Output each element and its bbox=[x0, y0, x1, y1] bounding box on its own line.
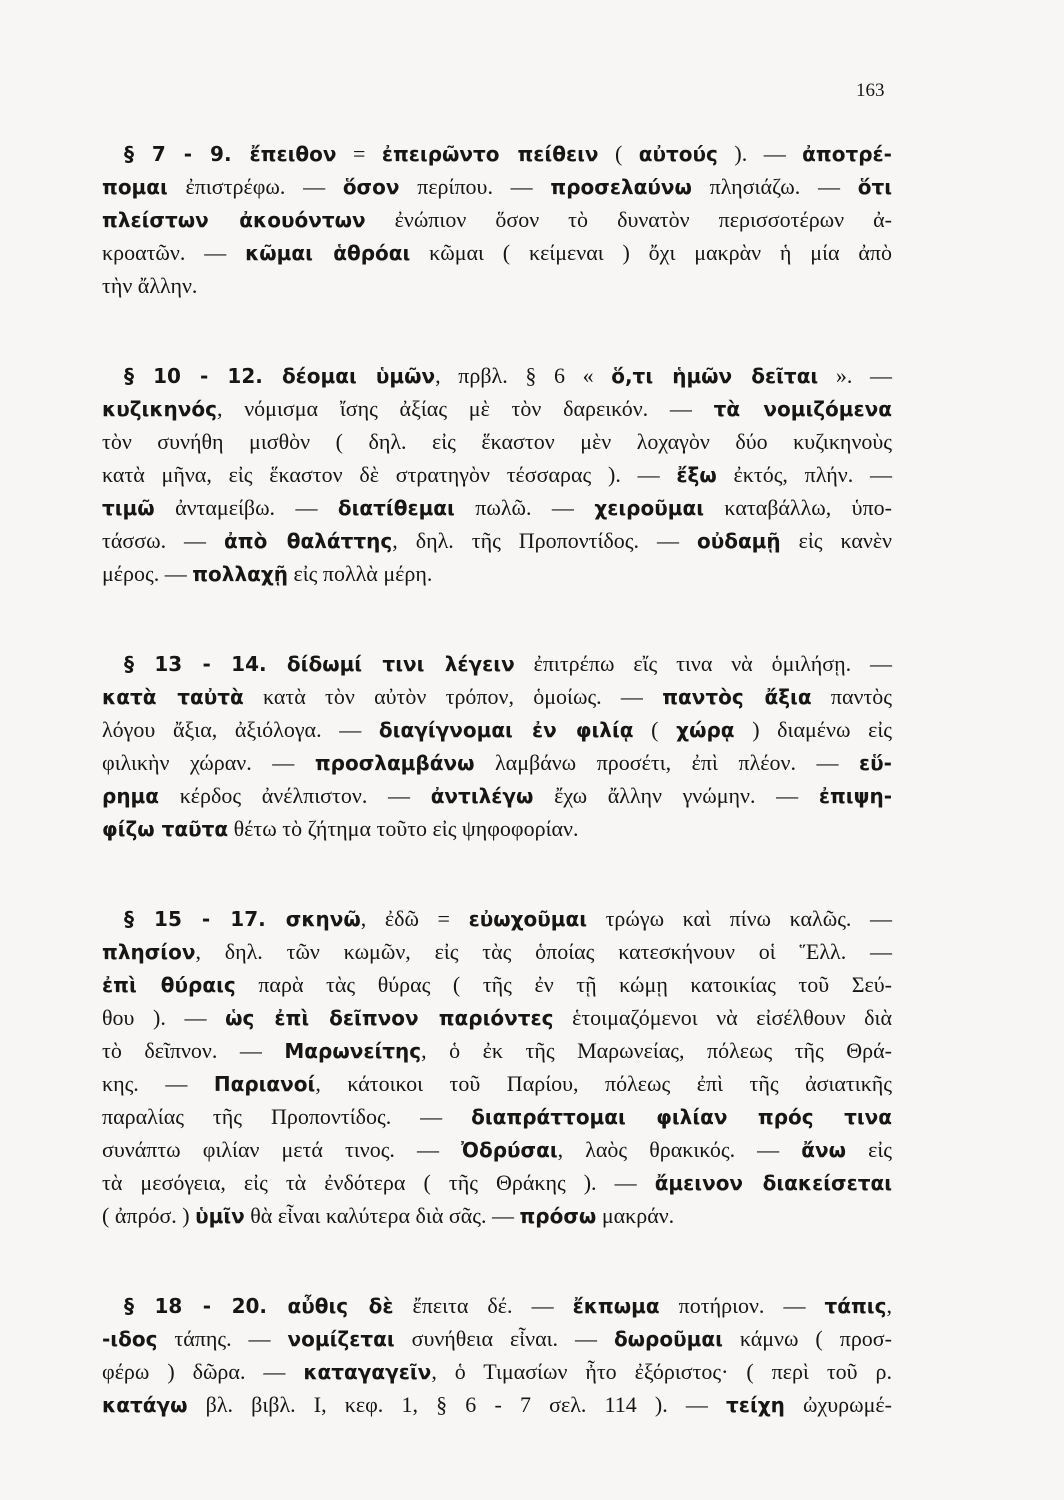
gloss-text: ἐνώπιον ὅσον τὸ δυνατὸν περισσοτέρων ἀ- bbox=[365, 207, 892, 232]
gloss-text: ἀνταμείβω. — bbox=[154, 495, 338, 520]
text-line bbox=[124, 360, 892, 392]
gloss-text: τάσσω. — bbox=[102, 528, 225, 553]
bold-term: κῶμαι ἁθρόαι bbox=[245, 241, 411, 265]
bold-term: ἀπὸ θαλάττης bbox=[224, 529, 393, 553]
gloss-text: , νόμισμα ἴσης ἀξίας μὲ τὸν δαρεικόν. — bbox=[217, 396, 714, 421]
gloss-text: τὰ μεσόγεια, εἰς τὰ ἐνδότερα ( τῆς Θράκης ). — bbox=[102, 1170, 655, 1195]
bold-term: πολλαχῇ bbox=[192, 562, 288, 586]
bold-term: τὰ νομιζόμενα bbox=[713, 397, 893, 421]
bold-term: ἀποτρέ- bbox=[802, 142, 892, 166]
text-line bbox=[102, 171, 892, 203]
text-line bbox=[102, 1389, 892, 1421]
text-line bbox=[102, 681, 892, 713]
text-line bbox=[102, 1134, 892, 1166]
gloss-text: συνάπτω φιλίαν μετά τινος. — bbox=[102, 1137, 462, 1162]
gloss-text: = bbox=[336, 141, 382, 166]
gloss-text: κῶμαι ( κείμεναι ) ὄχι μακρὰν ἡ μία ἀπὸ bbox=[410, 240, 892, 265]
gloss-text: λαμβάνω προσέτι, ἐπὶ πλέον. — bbox=[474, 750, 860, 775]
gloss-text: ὠχυρωμέ- bbox=[784, 1392, 892, 1417]
bold-term: προσελαύνω bbox=[550, 175, 692, 199]
text-line bbox=[124, 138, 892, 170]
text-line bbox=[102, 204, 892, 236]
bold-term: διαπράττομαι φιλίαν πρός τινα bbox=[471, 1105, 892, 1129]
gloss-text: ( bbox=[598, 141, 639, 166]
gloss-text: παντὸς bbox=[811, 684, 893, 709]
text-line bbox=[124, 1290, 892, 1322]
gloss-text: , δηλ. τῆς Προποντίδος. — bbox=[392, 528, 697, 553]
bold-term: ἄμεινον διακείσεται bbox=[654, 1171, 892, 1195]
bold-term: ὡς ἐπὶ δεῖπνον παριόντες bbox=[225, 1006, 554, 1030]
text-line bbox=[102, 558, 892, 590]
bold-term: -ιδος bbox=[102, 1327, 158, 1351]
text-line bbox=[102, 936, 892, 968]
gloss-text: φέρω ) δῶρα. — bbox=[102, 1359, 304, 1384]
gloss-text: θου ). — bbox=[102, 1005, 226, 1030]
bold-term: δωροῦμαι bbox=[613, 1327, 723, 1351]
gloss-text: συνήθεια εἶναι. — bbox=[394, 1326, 614, 1351]
bold-term: δίδωμί τινι λέγειν bbox=[286, 652, 515, 676]
text-line bbox=[102, 813, 892, 845]
gloss-text: , ὁ ἐκ τῆς Μαρωνείας, πόλεως τῆς Θρά- bbox=[421, 1038, 892, 1063]
gloss-text: , ἐδῶ = bbox=[360, 906, 469, 931]
bold-term: § 13 - 14. bbox=[124, 652, 287, 676]
text-line bbox=[102, 393, 892, 425]
bold-term: φίζω ταῦτα bbox=[102, 817, 229, 841]
gloss-text: ἐπιστρέφω. — bbox=[167, 174, 343, 199]
bold-term: ἔπειθον bbox=[249, 142, 337, 166]
gloss-text: ( bbox=[633, 717, 677, 742]
gloss-text: κης. — bbox=[102, 1071, 214, 1096]
text-line bbox=[102, 1035, 892, 1067]
bold-term: διατίθεμαι bbox=[337, 496, 455, 520]
gloss-text: τὸ δεῖπνον. — bbox=[102, 1038, 285, 1063]
gloss-text: καταβάλλω, ὑπο- bbox=[704, 495, 892, 520]
gloss-text: τρώγω καὶ πίνω καλῶς. — bbox=[586, 906, 892, 931]
bold-term: πρόσω bbox=[519, 1204, 597, 1228]
bold-term: εὕ- bbox=[859, 751, 892, 775]
gloss-text: φιλικὴν χώραν. — bbox=[102, 750, 315, 775]
text-line bbox=[102, 237, 892, 269]
gloss-text: κατὰ τὸν αὐτὸν τρόπον, ὁμοίως. — bbox=[243, 684, 663, 709]
gloss-text: ἔχω ἄλλην γνώμην. — bbox=[533, 783, 819, 808]
gloss-text: , λαὸς θρακικός. — bbox=[557, 1137, 802, 1162]
gloss-text: πωλῶ. — bbox=[454, 495, 595, 520]
gloss-text: , κάτοικοι τοῦ Παρίου, πόλεως ἐπὶ τῆς ἀσιατικῆς bbox=[315, 1071, 892, 1096]
bold-term: κυζικηνός bbox=[102, 397, 217, 421]
gloss-text: ». — bbox=[818, 363, 892, 388]
gloss-text: ἑτοιμαζόμενοι νὰ εἰσέλθουν διὰ bbox=[553, 1005, 892, 1030]
bold-term: ἐπὶ θύραις bbox=[102, 973, 236, 997]
bold-term: ἐπειρῶντο πείθειν bbox=[381, 142, 599, 166]
text-line bbox=[124, 648, 892, 680]
gloss-text: κατὰ μῆνα, εἰς ἕκαστον δὲ στρατηγὸν τέσσαρας ). — bbox=[102, 462, 677, 487]
bold-term: τιμῶ bbox=[102, 496, 155, 520]
bold-term: ἔξω bbox=[676, 463, 717, 487]
gloss-text: , δηλ. τῶν κωμῶν, εἰς τὰς ὁποίας κατεσκήνουν οἱ Ἕλλ. — bbox=[195, 939, 892, 964]
bold-term: § 10 - 12. bbox=[124, 364, 282, 388]
gloss-text: τὸν συνήθη μισθὸν ( δηλ. εἰς ἕκαστον μὲν λοχαγὸν δύο κυζικηνοὺς bbox=[102, 429, 892, 454]
text-line bbox=[102, 1101, 892, 1133]
gloss-text: μέρος. — bbox=[102, 561, 193, 586]
bold-term: πλείστων ἀκουόντων bbox=[102, 208, 366, 232]
gloss-text: κροατῶν. — bbox=[102, 240, 246, 265]
gloss-text: θὰ εἶναι καλύτερα διὰ σᾶς. — bbox=[244, 1203, 520, 1228]
bold-term: τάπις bbox=[824, 1294, 887, 1318]
gloss-text: κέρδος ἀνέλπιστον. — bbox=[159, 783, 431, 808]
gloss-text: ἐπιτρέπω εἴς τινα νὰ ὁμιλήσῃ. — bbox=[514, 651, 892, 676]
bold-term: ὅσον bbox=[342, 175, 400, 199]
gloss-text: τάπης. — bbox=[157, 1326, 288, 1351]
gloss-text: εἰς bbox=[846, 1137, 892, 1162]
bold-term: ρημα bbox=[102, 784, 160, 808]
gloss-text: τὴν ἄλλην. bbox=[102, 273, 198, 298]
gloss-text: λόγου ἄξια, ἀξιόλογα. — bbox=[102, 717, 379, 742]
bold-term: ἐπιψη- bbox=[818, 784, 893, 808]
bold-term: ὑμῖν bbox=[195, 1204, 245, 1228]
gloss-text: βλ. βιβλ. I, κεφ. 1, § 6 - 7 σελ. 114 ). — bbox=[187, 1392, 727, 1417]
gloss-text: , bbox=[886, 1293, 892, 1318]
bold-term: πλησίον bbox=[102, 940, 196, 964]
gloss-text: παραλίας τῆς Προποντίδος. — bbox=[102, 1104, 472, 1129]
bold-term: κατὰ ταὐτὰ bbox=[102, 685, 244, 709]
gloss-text: μακράν. bbox=[596, 1203, 675, 1228]
gloss-text: περίπου. — bbox=[399, 174, 551, 199]
bold-term: § 18 - 20. bbox=[124, 1294, 288, 1318]
bold-term: διαγίγνομαι ἐν φιλίᾳ bbox=[378, 718, 634, 742]
bold-term: δέομαι ὑμῶν bbox=[281, 364, 436, 388]
bold-term: χειροῦμαι bbox=[594, 496, 704, 520]
text-line bbox=[124, 903, 892, 935]
bold-term: εὐωχοῦμαι bbox=[468, 907, 587, 931]
bold-term: παντὸς ἄξια bbox=[662, 685, 812, 709]
text-line bbox=[102, 1323, 892, 1355]
gloss-text: , πρβλ. § 6 « bbox=[435, 363, 612, 388]
bold-term: § 7 - 9. bbox=[124, 142, 250, 166]
bold-term: Ὀδρύσαι bbox=[461, 1138, 558, 1162]
bold-term: καταγαγεῖν bbox=[303, 1360, 432, 1384]
bold-term: ὅτι bbox=[857, 175, 893, 199]
bold-term: § 15 - 17. bbox=[124, 907, 286, 931]
gloss-text: ). — bbox=[717, 141, 803, 166]
bold-term: αὖθις δὲ bbox=[287, 1294, 394, 1318]
gloss-text: εἰς κανὲν bbox=[780, 528, 892, 553]
text-line bbox=[102, 1356, 892, 1388]
gloss-text: πλησιάζω. — bbox=[691, 174, 858, 199]
gloss-text: ποτήριον. — bbox=[659, 1293, 825, 1318]
gloss-text: ἐκτός, πλήν. — bbox=[716, 462, 892, 487]
text-line bbox=[102, 492, 892, 524]
bold-term: ἀντιλέγω bbox=[430, 784, 534, 808]
bold-term: αὐτούς bbox=[638, 142, 718, 166]
text-line bbox=[102, 270, 892, 302]
gloss-text: κάμνω ( προσ- bbox=[722, 1326, 892, 1351]
gloss-text: παρὰ τὰς θύρας ( τῆς ἐν τῇ κώμῃ κατοικίας τοῦ Σεύ- bbox=[235, 972, 892, 997]
bold-term: ἄνω bbox=[801, 1138, 847, 1162]
bold-term: πομαι bbox=[102, 175, 168, 199]
bold-term: Μαρωνείτης bbox=[284, 1039, 422, 1063]
gloss-text: ) διαμένω εἰς bbox=[734, 717, 892, 742]
text-line bbox=[102, 1200, 892, 1232]
text-line bbox=[102, 714, 892, 746]
bold-term: νομίζεται bbox=[287, 1327, 395, 1351]
page-number: 163 bbox=[856, 80, 885, 101]
bold-term: Παριανοί bbox=[213, 1072, 316, 1096]
gloss-text: , ὁ Τιμασίων ἦτο ἐξόριστος· ( περὶ τοῦ ρ. bbox=[431, 1359, 892, 1384]
bold-term: ἔκπωμα bbox=[572, 1294, 660, 1318]
text-line bbox=[102, 426, 892, 458]
text-line bbox=[102, 1167, 892, 1199]
bold-term: χώρᾳ bbox=[676, 718, 735, 742]
text-line bbox=[102, 525, 892, 557]
gloss-text: εἰς πολλὰ μέρη. bbox=[288, 561, 433, 586]
bold-term: ὅ,τι ἡμῶν δεῖται bbox=[611, 364, 819, 388]
text-line bbox=[102, 747, 892, 779]
bold-term: κατάγω bbox=[102, 1393, 188, 1417]
text-line bbox=[102, 1002, 892, 1034]
text-line bbox=[102, 1068, 892, 1100]
bold-term: προσλαμβάνω bbox=[314, 751, 475, 775]
gloss-text: ( ἀπρόσ. ) bbox=[102, 1203, 196, 1228]
text-line bbox=[102, 969, 892, 1001]
bold-term: οὐδαμῇ bbox=[696, 529, 781, 553]
text-line bbox=[102, 780, 892, 812]
gloss-text: θέτω τὸ ζήτημα τοῦτο εἰς ψηφοφορίαν. bbox=[228, 816, 579, 841]
text-line bbox=[102, 459, 892, 491]
bold-term: τείχη bbox=[726, 1393, 785, 1417]
bold-term: σκηνῶ bbox=[285, 907, 361, 931]
gloss-text: ἔπειτα δέ. — bbox=[393, 1293, 573, 1318]
